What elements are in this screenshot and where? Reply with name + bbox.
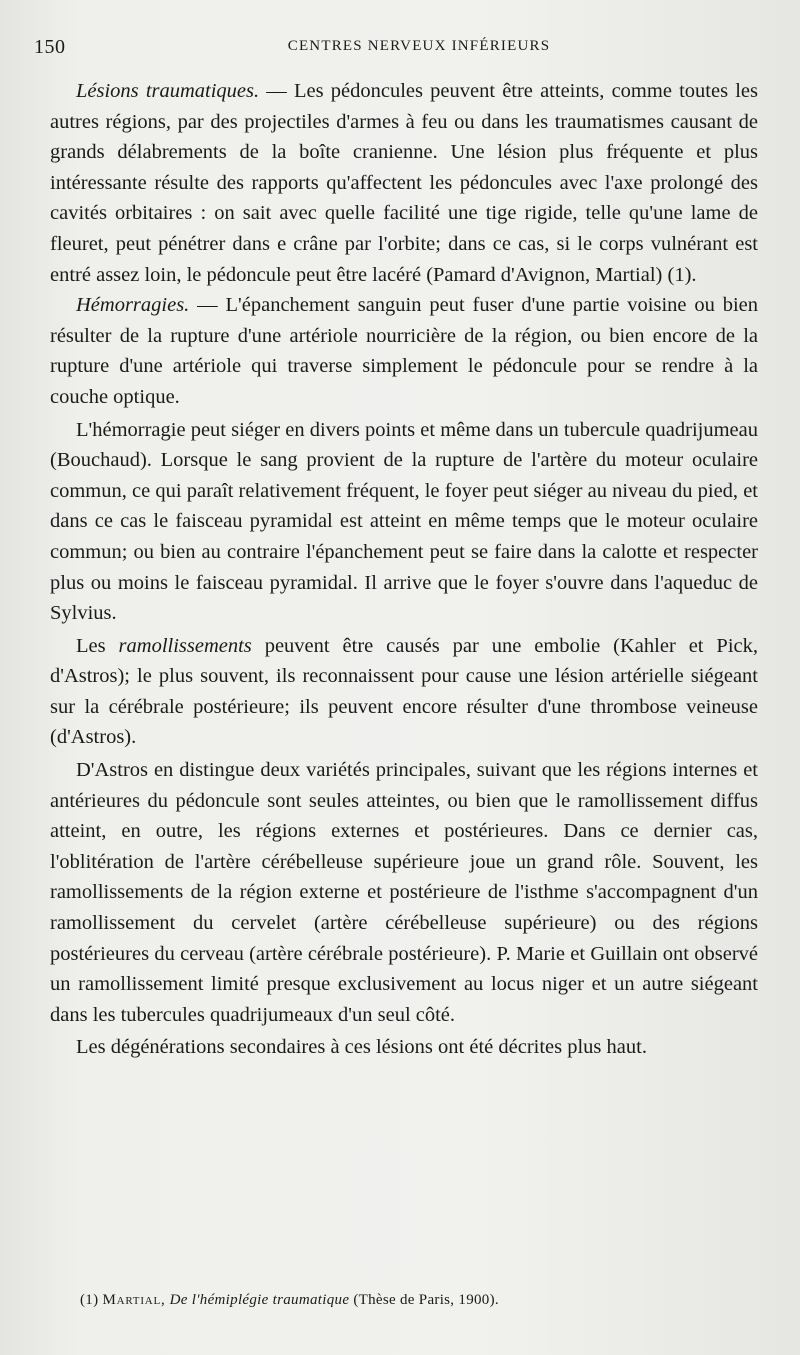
- page-number: 150: [34, 36, 66, 58]
- footnote-author: Martial,: [102, 1292, 166, 1308]
- paragraph-text: peuvent être causés par une embolie (Kahler et Pick, d'Astros); le plus souvent, ils reconnaissent pour cause une lésion artérielle siégeant sur la cérébrale postérieure; ils peuvent encore résulter d'une thrombose veineuse (d'Astros).: [50, 634, 758, 749]
- paragraph-degenerations: [50, 1032, 758, 1063]
- footnote-title: De l'hémiplégie traumatique: [169, 1292, 350, 1308]
- paragraph-text: D'Astros en distingue deux variétés principales, suivant que les régions internes et antérieures du pédoncule sont seules atteintes, ou bien que le ramollissement diffus atteint, en outre, les régions externes et postérieures. Dans ce dernier cas, l'oblitération de l'artère cérébelleuse supérieure joue un grand rôle. Souvent, les ramollissements de la région externe et postérieure de l'isthme s'accompagnent d'un ramollissement du cervelet (artère cérébelleuse supérieure) ou des régions postérieures du cerveau (artère cérébrale postérieure). P. Marie et Guillain ont observé un ramollissement limité presque exclusivement au locus niger et un autre siégeant dans les tubercules quadrijumeaux d'un seul côté.: [50, 759, 758, 1026]
- paragraph-softening: [50, 631, 758, 753]
- page-header: [34, 36, 744, 62]
- paragraph-hemorrhages: [50, 290, 758, 412]
- paragraph-text: — Les pédoncules peuvent être atteints, comme toutes les autres régions, par des projectiles d'armes à feu ou dans les traumatismes causant de grands délabrements de la boîte cranienne. Une lésion plus fréquente et plus intéressante résulte des rapports qu'affectent les pédoncules avec l'axe prolongé des cavités orbitaires : on sait avec quelle facilité une tige rigide, telle qu'une lame de fleuret, peut pénétrer dans e crâne par l'orbite; dans ce cas, si le corps vulnérant est entré assez loin, le pédoncule peut être lacéré (Pamard d'Avignon, Martial) (1).: [50, 80, 758, 286]
- footnote-source: (Thèse de Paris, 1900).: [349, 1292, 499, 1308]
- paragraph-text: Les dégénérations secondaires à ces lésions ont été décrites plus haut.: [76, 1036, 647, 1059]
- paragraph-text: Les: [76, 634, 119, 657]
- body-text: [50, 76, 758, 1063]
- section-heading-hemorrhages: Hémorragies.: [76, 294, 190, 317]
- paragraph-astros-varieties: [50, 755, 758, 1030]
- footnote: [80, 1292, 740, 1309]
- paragraph-text: L'hémorragie peut siéger en divers points et même dans un tubercule quadrijumeau (Bouchaud). Lorsque le sang provient de la rupture de l'artère du moteur oculaire commun, ce qui paraît relativement fréquent, le foyer peut siéger au niveau du pied, et dans ce cas le faisceau pyramidal est atteint en même temps que le moteur oculaire commun; ou bien au contraire l'épanchement peut se faire dans la calotte et respecter plus ou moins le faisceau pyramidal. Il arrive que le foyer s'ouvre dans l'aqueduc de Sylvius.: [50, 418, 758, 625]
- paragraph-text: — L'épanchement sanguin peut fuser d'une partie voisine ou bien résulter de la rupture d'une artériole nourricière de la région, ou bien encore de la rupture d'une artériole qui traverse simplement le pédoncule pour se rendre à la couche optique.: [50, 294, 758, 408]
- footnote-marker: (1): [80, 1292, 103, 1308]
- italic-term: ramollissements: [118, 634, 252, 657]
- paragraph-traumatic-lesions: [50, 76, 758, 290]
- running-head: CENTRES NERVEUX INFÉRIEURS: [287, 38, 551, 54]
- section-heading-traumatic-lesions: Lésions traumatiques.: [76, 80, 260, 102]
- paragraph-hemorrhage-sites: [50, 415, 758, 629]
